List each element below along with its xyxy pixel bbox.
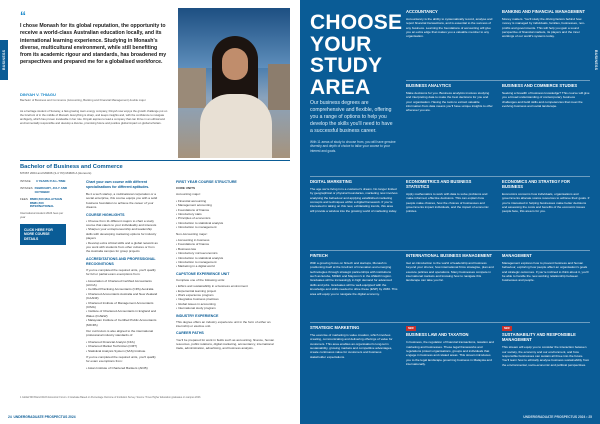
study-area-card: FINTECH With a growing focus on fintech and startups, Monash is positioning itself at the forefront of innovation and emerging technologies through strategic partnerships with institutions such as Ecube, MDEC and Maycom’s in the ASEAN region. Graduates will be increasingly in high demand for advanced skills and jobs. Graduates will be well-equipped with the knowledge and skills needed to drive these (ESP) by 2030. This area will equip you to navigate the digital economy.: [310, 253, 398, 296]
study-area-card: ACCOUNTANCY Accountancy is the ability to systematically record, analyse and report financial transactions, and is essential to the success of any business. Learning the foundations of accounting will give you an extra edge that makes you a valuable member to any organisation.: [406, 9, 493, 39]
student-bio: As a heritage student of Sunway, a fast-growing town energy company, Dinyah now enjoys the growth challenge put on the forefront of in the middle of Monash. Everything is sharp, and keeps insights and, with the confidence to navigate ambiguity, which has proven invaluable in her role. Dinyah aspires to lead a company that can thrive in an ethical and environmentally responsible and develop a diverse, promising future and positive global impact on global scholars.: [20, 109, 168, 125]
study-area-card: INTERNATIONAL BUSINESS MANAGEMENT Get an introduction to the world of leadership and business beyond your shores; how international firms strategise, plan and execute policies and operations. Many businesses compete in international markets and knowing how to navigate this landscape can take you far.: [406, 253, 494, 283]
degree-codes: M7367 2004 and M4606 (3-4 YR) M4606 A (Honours): [20, 171, 92, 175]
list-item: • Certified Practising Accountants (CPA) Australia: [86, 287, 158, 291]
divider: [20, 160, 290, 161]
list-item: • Ethics and sustainability in a business environment: [176, 284, 276, 288]
list-item: • Foundations of finance: [176, 208, 276, 212]
course-column-2: FIRST YEAR COURSE STRUCTURE CORE UNITS Accounting major: • Financial accounting • Management accounting • Foundations of finance • Introductory stats • Principles of economics • Introduction to statistical analysis • Introduction to management Non-Accounting major: • Accounting in business • Foundations of finance • Business law • Introductory microeconomics • Introduction to statistical analysis • Introduction to management • Marketing in a digital world CAPSTONE EXPERIENCE UNIT Complete one of the following units: • Ethics and sustainability in a business environment • Experiential learning project • Work experience program • Integrative business practices • Global issues in accounting • International study program INDUSTRY EXPERIENCE This degree offers an industry experience unit in the form of either an internship or elective unit. CAREER PATHS You'll be prepared for work in fields such as accounting, finance, human resources, public relations, digital marketing, accountancy, international trade, administration, advertising, and business analysis.: [176, 180, 276, 353]
study-area-card: ECONOMICS AND STRATEGY FOR BUSINESS Economics concerns how individuals, organisations and governments allocate scarce resources to achieve their goals. If you're interested in helping businesses make better decisions and assessing the costs and benefits of the economic issues people face, this area is for you.: [502, 179, 590, 214]
study-area-card: ECONOMETRICS AND BUSINESS STATISTICS Apply mathematics to work with data to solve problems and make informed, effective decisions. This can explain how people make choices, how the choices of businesses and governments impact individuals, and the impact of economic policies.: [406, 179, 489, 214]
details-note: International student 2024 fees per year: [20, 211, 64, 220]
list-item: • Chartered Financial Analyst (CFA): [86, 340, 158, 344]
list-item: • Statistical Analysis System (SAS) Institute: [86, 349, 158, 353]
lead-text: Our business degrees are comprehensive and flexible, offering you a range of options to help you develop the skills you'll need to have a successful business career.: [310, 100, 393, 134]
list-item: • Global issues in accounting: [176, 302, 276, 306]
list-item: • Business law: [176, 247, 276, 251]
list-item: • Introduction to statistical analysis: [176, 221, 276, 225]
study-area-card: STRATEGIC MARKETING The exercise of marketing is value creation, which involves creating, communicating and delivering offerings of value for customers. This area enables an organisation's long-term sustainability, growing markets and competitive advantages, create continuous value for customers and business stakeholder expectations.: [310, 325, 393, 359]
list-item: • Management accounting: [176, 203, 276, 207]
list-item: • Malaysian Institute of Certified Public Accountants (MICPA): [86, 318, 158, 327]
section-tab: BUSINESS: [0, 40, 8, 80]
degree-title: Bachelor of Business and Commerce: [20, 164, 123, 170]
section-tab: BUSINESS: [592, 40, 600, 80]
study-area-card: BUSINESS ANALYTICS Make decisions for you. Business analytics involves studying and interpreting data to make the best decisions for you and your organisation. Having the tools to extract valuable information from data means you'll have unique insights to offer wherever you are.: [406, 83, 493, 113]
list-item: • Marketing in a digital world: [176, 264, 276, 268]
student-photo: [178, 8, 290, 158]
list-item: • Introduction to management: [176, 225, 276, 229]
page-footer: UNDERGRADUATE PROSPECTUS 2024 • 25: [523, 415, 592, 419]
list-item: • Chartered Institute of Management Accountants (CIMA): [86, 301, 158, 310]
list-item: • Financial accounting: [176, 199, 276, 203]
study-area-card: MANAGEMENT Management explores how to prevent business and human behaviour, exploring how people affect an organisation's goals and strategic outcomes. If you're inclined to think about it, you'll be able to handle the new working relationship between businesses and people.: [502, 253, 589, 283]
list-item: • Asian Institute of Chartered Bankers (AICB): [86, 366, 158, 370]
page-title: CHOOSE YOUR STUDY AREA: [310, 11, 403, 99]
detail-row: INTAKES FEBRUARY, JULY AND OCTOBER: [20, 185, 68, 194]
detail-row: FEES RM60,500 MALAYSIAN RM81,500 INTERNATIONAL: [20, 196, 63, 209]
list-item: • Integrative business practices: [176, 297, 276, 301]
student-name: DINYAH V. THIAGU: [20, 92, 56, 97]
new-badge: NEW: [504, 327, 510, 330]
list-item: • Sharpen your entrepreneurship and leadership skills with developing marketing options for industry players: [86, 227, 158, 240]
list-item: • Develop extra critical skills and a global network as you work with students from other cultures or from the Australia campus for group projects: [86, 241, 158, 254]
quote-mark-icon: “: [20, 9, 26, 23]
list-item: • Work experience program: [176, 293, 276, 297]
course-details: [20, 180, 68, 245]
new-badge: NEW: [408, 327, 414, 330]
list-item: • Foundations of finance: [176, 242, 276, 246]
lead-subtext: With 11 areas of study to choose from, you will have genuine diversity and depth of choice to tailor your course to your interest and goals.: [310, 140, 396, 153]
list-item: • Principles of economics: [176, 216, 276, 220]
list-item: • Introduction to statistical analysis: [176, 256, 276, 260]
study-area-card: BUSINESS AND COMMERCE STUDIES Seeking a breadth of business knowledge? This course will give you a broad understanding of contemporary business challenges and build skills and competencies that meet the evolving business and social landscape.: [502, 83, 590, 109]
list-item: • Introduction to management: [176, 260, 276, 264]
page-footer: 24 UNDERGRADUATE PROSPECTUS 2024: [8, 415, 76, 419]
list-item: • Introductory stats: [176, 212, 276, 216]
list-item: • Introductory microeconomics: [176, 251, 276, 255]
study-area-card: DIGITAL MARKETING The age we're living in is a customer's dream. No longer limited by geographical or physical boundaries, marketing now involves analysing the behaviour and applying established marketing concepts and techniques within a digital framework. If you're interested in taking on this new, exhilarating trends, this area will provide a window into the growing world of marketing today.: [310, 179, 398, 213]
footnote: 1 Global 500 Brand Worth Economic Forum. 2 Graduate Based on Percentage Outcome of Institution Survey. Source: Times Higher Education graduates on campus 2023.: [20, 396, 202, 399]
course-details-link[interactable]: CLICK HERE FOR MORE COURSE DETAILS: [20, 224, 66, 245]
list-item: • Choose from 11 different majors to chart a study course that caters to your individuality and interests: [86, 219, 158, 228]
list-item: • Association of Chartered Certified Accountants (ACCA): [86, 279, 158, 288]
list-item: • Accounting in business: [176, 238, 276, 242]
study-area-card: NEW SUSTAINABILITY AND RESPONSIBLE MANAGEMENT This stream will equip you to consider the interaction between our society, the economy and our environment, and how responsible businesses can sustain all three into the future. You'll learn how to ethically analyse business sustainability from the environmental, socio-economic and political perspectives.: [502, 327, 590, 367]
quote-text: I chose Monash for its global reputation, the opportunity to receive a world-class Australian education locally, and its international learning experience. Studying in Monash's diverse, multicultural environment, while still benefiting from its academic rigour and standards, has broadened my perspectives and prepared me for a globalised workforce.: [20, 23, 167, 66]
list-item: • International study program: [176, 306, 276, 310]
study-area-card: NEW BUSINESS LAW AND TAXATION In business, the regulation of financial transactions, taxation and marketing and businesses. These legal frameworks and regulations protect organisations, groups and individuals that engage in business and related areas. This stream introduces you to the legal landscape governing business in Malaysia and internationally.: [406, 327, 494, 367]
list-item: • Chartered Market Technician (CMT): [86, 344, 158, 348]
detail-row: INTAKE 3 YEARS FULL-TIME: [20, 179, 66, 183]
student-role: Bachelor of Business and Commerce (Accounting, Banking and Financial Management) double major: [20, 98, 146, 102]
list-item: • Chartered Accountants Australia and New Zealand (CAANZ): [86, 292, 158, 301]
study-area-card: BANKING AND FINANCIAL MANAGEMENT Money matters. You'll study the driving factors behind how money is managed by individuals, families, businesses, non-profits and governments. This will help you gain a sound perspective of financial markets, its players and the inner workings of our world's systems today.: [502, 9, 586, 39]
list-item: • Experiential learning project: [176, 289, 276, 293]
list-item: • Institute of Chartered Accountants in England and Wales (ICAEW): [86, 309, 158, 318]
student-quote: [20, 10, 170, 67]
course-column-1: Chart your own course with different specialisations for different aptitudes. Be it a tech startup, a multinational corporation or a social enterprise, this course equips you with a solid business foundation to achieve the career of your dreams. COURSE HIGHLIGHTS • Choose from 11 different majors to chart a study course that caters to your individuality and interests • Sharpen your entrepreneurship and leadership skills with developing marketing options for industry players • Develop extra critical skills and a global network as you work with students from other cultures or from the Australia campus for group projects ACCREDITATIONS AND PROFESSIONAL RECOGNITIONS If you've completed the required units, you'll qualify for full or partial exam exemptions from: • Association of Chartered Certified Accountants (ACCA) • Certified Practising Accountants (CPA) Australia • Chartered Accountants Australia and New Zealand (CAANZ) • Chartered Institute of Management Accountants (CIMA) • Institute of Chartered Accountants in England and Wales (ICAEW) • Malaysian Institute of Certified Public Accountants (MICPA) Our curriculum is also aligned to the international professional industry standards of: • Chartered Financial Analyst (CFA) • Chartered Market Technician (CMT) • Statistical Analysis System (SAS) Institute If you've completed the required units, you'll qualify for exam exemptions from: • Asian Institute of Chartered Bankers (AICB): [86, 180, 158, 372]
right-page: [300, 0, 600, 424]
